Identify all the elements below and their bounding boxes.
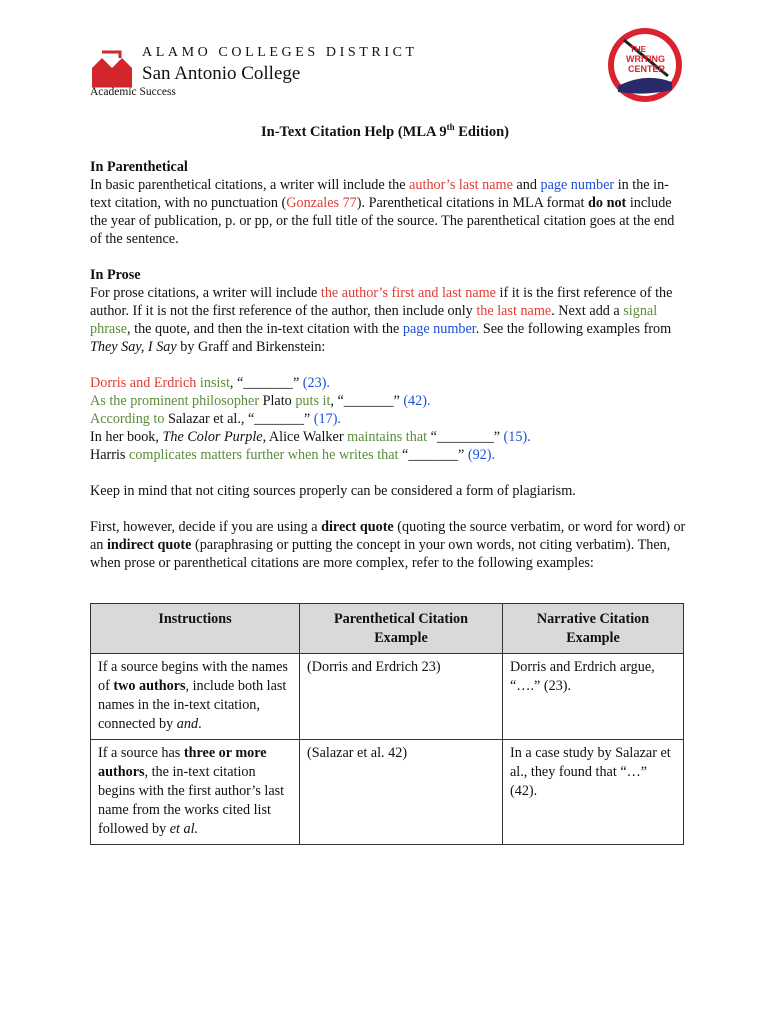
example-5: Harris complicates matters further when he writes that “_______” (92). (90, 447, 496, 463)
document-body (90, 158, 686, 572)
instructions-cell: If a source begins with the names of two authors, include both last names in the in-text citation, connected by and. (91, 654, 300, 740)
example-3: According to Salazar et al., “_______” (17). (90, 411, 341, 427)
department-name: Academic Success (90, 86, 176, 98)
citation-table (90, 603, 684, 845)
example-4: In her book, The Color Purple, Alice Walker maintains that “________” (15). (90, 429, 531, 445)
table-row (91, 654, 684, 740)
seal-line-3: CENTER (628, 64, 666, 74)
table-header-row (91, 604, 684, 654)
example-2: As the prominent philosopher Plato puts it, “_______” (42). (90, 393, 431, 409)
table-row (91, 740, 684, 845)
seal-line-1: THE (630, 45, 646, 54)
header (90, 44, 690, 104)
district-name: ALAMO COLLEGES DISTRICT (142, 45, 418, 60)
column-header: Narrative Citation Example (503, 604, 684, 654)
narrative-cell: In a case study by Salazar et al., they found that “…” (42). (503, 740, 684, 845)
example-1: Dorris and Erdrich insist, “_______” (23). (90, 375, 330, 391)
prose-paragraph: For prose citations, a writer will include the author’s first and last name if it is the first reference of the author. If it is not the first reference of the author, then include only the last name. Next add a signal phrase, the quote, and then the in-text citation with the page number. See the following examples from They Say, I Say by Graff and Birkenstein: (90, 285, 673, 355)
parenthetical-paragraph: In basic parenthetical citations, a writer will include the author’s last name and page number in the in-text citation, with no punctuation (Gonzales 77). Parenthetical citations in MLA format do not include the year of publication, p. or pp, or the full title of the source. The parenthetical citation goes at the end of the sentence. (90, 177, 675, 247)
column-header: Parenthetical Citation Example (300, 604, 503, 654)
quote-types-paragraph: First, however, decide if you are using a direct quote (quoting the source verbatim, or word for word) or an indirect quote (paraphrasing or putting the concept in your own words, not citing verbatim). Then, when prose or parenthetical citations are more complex, refer to the following examples: (90, 519, 686, 571)
college-name: San Antonio College (142, 63, 301, 84)
alamo-logo-icon (90, 48, 134, 88)
parenthetical-heading: In Parenthetical (90, 159, 188, 175)
column-header: Instructions (91, 604, 300, 654)
prose-heading: In Prose (90, 267, 141, 283)
instructions-cell: If a source has three or more authors, the in-text citation begins with the first author’s last name from the works cited list followed by et al. (91, 740, 300, 845)
narrative-cell: Dorris and Erdrich argue, “….” (23). (503, 654, 684, 740)
parenthetical-cell: (Dorris and Erdrich 23) (300, 654, 503, 740)
seal-line-2: WRITING (626, 54, 665, 64)
page-title: In-Text Citation Help (MLA 9th Edition) (261, 122, 509, 140)
parenthetical-cell: (Salazar et al. 42) (300, 740, 503, 845)
writing-center-seal-icon (606, 26, 684, 104)
plagiarism-note: Keep in mind that not citing sources properly can be considered a form of plagiarism. (90, 483, 576, 499)
